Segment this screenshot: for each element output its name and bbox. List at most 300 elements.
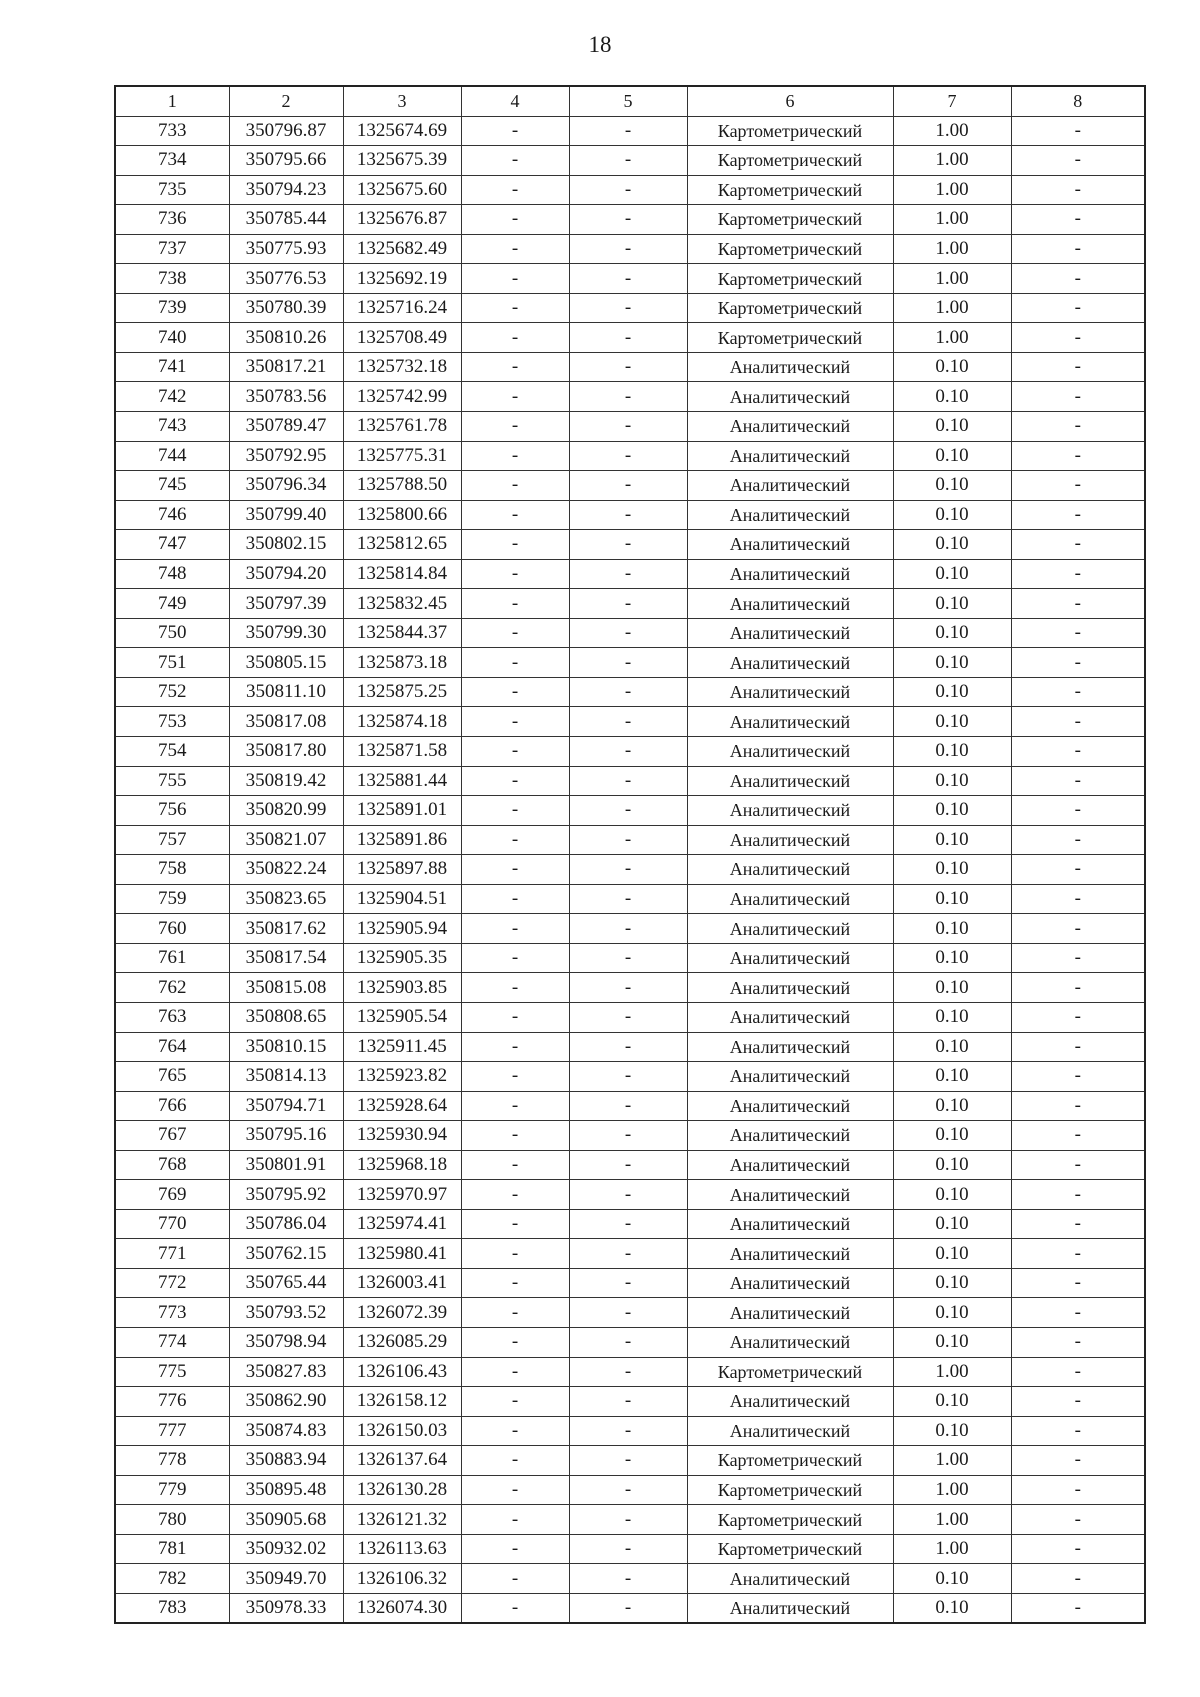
col-4-value-cell: - — [461, 648, 569, 678]
method-cell: Аналитический — [687, 973, 893, 1003]
point-number-cell: 757 — [115, 825, 229, 855]
point-number-cell: 733 — [115, 116, 229, 146]
point-number-cell: 777 — [115, 1416, 229, 1446]
table-row — [115, 1416, 1145, 1446]
y-coordinate-cell: 1325891.01 — [343, 796, 461, 826]
method-cell: Аналитический — [687, 352, 893, 382]
col-4-value-cell: - — [461, 796, 569, 826]
accuracy-cell: 1.00 — [893, 264, 1011, 294]
col-4-value-cell: - — [461, 943, 569, 973]
y-coordinate-cell: 1326137.64 — [343, 1446, 461, 1476]
x-coordinate-cell: 350932.02 — [229, 1534, 343, 1564]
col-8-value-cell: - — [1011, 737, 1145, 767]
col-8-value-cell: - — [1011, 175, 1145, 205]
point-number-cell: 737 — [115, 234, 229, 264]
y-coordinate-cell: 1325970.97 — [343, 1180, 461, 1210]
col-4-value-cell: - — [461, 1357, 569, 1387]
y-coordinate-cell: 1325903.85 — [343, 973, 461, 1003]
method-cell: Аналитический — [687, 589, 893, 619]
table-row — [115, 175, 1145, 205]
method-cell: Аналитический — [687, 707, 893, 737]
x-coordinate-cell: 350808.65 — [229, 1002, 343, 1032]
x-coordinate-cell: 350783.56 — [229, 382, 343, 412]
table-row — [115, 1180, 1145, 1210]
method-cell: Картометрический — [687, 323, 893, 353]
col-5-value-cell: - — [569, 1268, 687, 1298]
table-row — [115, 1209, 1145, 1239]
point-number-cell: 764 — [115, 1032, 229, 1062]
accuracy-cell: 0.10 — [893, 1387, 1011, 1417]
method-cell: Аналитический — [687, 1062, 893, 1092]
accuracy-cell: 1.00 — [893, 1534, 1011, 1564]
col-5-value-cell: - — [569, 530, 687, 560]
y-coordinate-cell: 1325716.24 — [343, 293, 461, 323]
x-coordinate-cell: 350819.42 — [229, 766, 343, 796]
col-4-value-cell: - — [461, 884, 569, 914]
method-cell: Аналитический — [687, 1387, 893, 1417]
col-8-value-cell: - — [1011, 146, 1145, 176]
x-coordinate-cell: 350795.66 — [229, 146, 343, 176]
col-4-value-cell: - — [461, 825, 569, 855]
col-8-value-cell: - — [1011, 1150, 1145, 1180]
table-row — [115, 116, 1145, 146]
y-coordinate-cell: 1325675.60 — [343, 175, 461, 205]
point-number-cell: 762 — [115, 973, 229, 1003]
y-coordinate-cell: 1325928.64 — [343, 1091, 461, 1121]
table-row — [115, 796, 1145, 826]
col-4-value-cell: - — [461, 1534, 569, 1564]
x-coordinate-cell: 350776.53 — [229, 264, 343, 294]
col-5-value-cell: - — [569, 589, 687, 619]
col-8-value-cell: - — [1011, 1298, 1145, 1328]
table-row — [115, 234, 1145, 264]
method-cell: Аналитический — [687, 530, 893, 560]
table-row — [115, 1357, 1145, 1387]
x-coordinate-cell: 350815.08 — [229, 973, 343, 1003]
col-4-value-cell: - — [461, 973, 569, 1003]
col-5-value-cell: - — [569, 382, 687, 412]
point-number-cell: 754 — [115, 737, 229, 767]
col-8-value-cell: - — [1011, 116, 1145, 146]
col-4-value-cell: - — [461, 1062, 569, 1092]
point-number-cell: 751 — [115, 648, 229, 678]
accuracy-cell: 0.10 — [893, 412, 1011, 442]
point-number-cell: 755 — [115, 766, 229, 796]
col-4-value-cell: - — [461, 1446, 569, 1476]
table-row — [115, 293, 1145, 323]
table-row — [115, 618, 1145, 648]
y-coordinate-cell: 1325676.87 — [343, 205, 461, 235]
col-8-value-cell: - — [1011, 1062, 1145, 1092]
y-coordinate-cell: 1325980.41 — [343, 1239, 461, 1269]
y-coordinate-cell: 1325904.51 — [343, 884, 461, 914]
col-4-value-cell: - — [461, 914, 569, 944]
col-4-value-cell: - — [461, 677, 569, 707]
col-8-value-cell: - — [1011, 1387, 1145, 1417]
table-row — [115, 737, 1145, 767]
accuracy-cell: 1.00 — [893, 323, 1011, 353]
col-8-value-cell: - — [1011, 1416, 1145, 1446]
col-8-value-cell: - — [1011, 1209, 1145, 1239]
method-cell: Аналитический — [687, 796, 893, 826]
y-coordinate-cell: 1326085.29 — [343, 1327, 461, 1357]
column-header-8: 8 — [1011, 86, 1145, 116]
x-coordinate-cell: 350786.04 — [229, 1209, 343, 1239]
table-row — [115, 1091, 1145, 1121]
col-5-value-cell: - — [569, 264, 687, 294]
col-5-value-cell: - — [569, 855, 687, 885]
x-coordinate-cell: 350796.87 — [229, 116, 343, 146]
col-8-value-cell: - — [1011, 323, 1145, 353]
y-coordinate-cell: 1325881.44 — [343, 766, 461, 796]
col-8-value-cell: - — [1011, 589, 1145, 619]
point-number-cell: 745 — [115, 471, 229, 501]
col-4-value-cell: - — [461, 559, 569, 589]
col-4-value-cell: - — [461, 323, 569, 353]
col-8-value-cell: - — [1011, 1446, 1145, 1476]
col-4-value-cell: - — [461, 264, 569, 294]
header-row — [115, 86, 1145, 116]
accuracy-cell: 0.10 — [893, 1327, 1011, 1357]
accuracy-cell: 0.10 — [893, 1180, 1011, 1210]
point-number-cell: 740 — [115, 323, 229, 353]
accuracy-cell: 0.10 — [893, 914, 1011, 944]
point-number-cell: 763 — [115, 1002, 229, 1032]
col-4-value-cell: - — [461, 737, 569, 767]
table-row — [115, 1298, 1145, 1328]
point-number-cell: 768 — [115, 1150, 229, 1180]
accuracy-cell: 0.10 — [893, 1239, 1011, 1269]
col-8-value-cell: - — [1011, 884, 1145, 914]
col-5-value-cell: - — [569, 1239, 687, 1269]
col-5-value-cell: - — [569, 1002, 687, 1032]
col-4-value-cell: - — [461, 1564, 569, 1594]
table-row — [115, 205, 1145, 235]
method-cell: Аналитический — [687, 1032, 893, 1062]
table-row — [115, 1593, 1145, 1623]
y-coordinate-cell: 1325775.31 — [343, 441, 461, 471]
accuracy-cell: 0.10 — [893, 1593, 1011, 1623]
col-5-value-cell: - — [569, 618, 687, 648]
point-number-cell: 776 — [115, 1387, 229, 1417]
method-cell: Картометрический — [687, 234, 893, 264]
col-8-value-cell: - — [1011, 855, 1145, 885]
table-row — [115, 352, 1145, 382]
col-5-value-cell: - — [569, 1091, 687, 1121]
table-row — [115, 973, 1145, 1003]
x-coordinate-cell: 350794.23 — [229, 175, 343, 205]
accuracy-cell: 0.10 — [893, 1564, 1011, 1594]
col-5-value-cell: - — [569, 323, 687, 353]
point-number-cell: 760 — [115, 914, 229, 944]
col-5-value-cell: - — [569, 1180, 687, 1210]
x-coordinate-cell: 350794.71 — [229, 1091, 343, 1121]
col-8-value-cell: - — [1011, 234, 1145, 264]
method-cell: Картометрический — [687, 1534, 893, 1564]
method-cell: Аналитический — [687, 382, 893, 412]
col-8-value-cell: - — [1011, 382, 1145, 412]
accuracy-cell: 0.10 — [893, 766, 1011, 796]
x-coordinate-cell: 350811.10 — [229, 677, 343, 707]
table-row — [115, 146, 1145, 176]
accuracy-cell: 0.10 — [893, 943, 1011, 973]
col-8-value-cell: - — [1011, 943, 1145, 973]
col-5-value-cell: - — [569, 293, 687, 323]
table-row — [115, 382, 1145, 412]
table-row — [115, 1150, 1145, 1180]
y-coordinate-cell: 1325891.86 — [343, 825, 461, 855]
method-cell: Аналитический — [687, 1150, 893, 1180]
y-coordinate-cell: 1325788.50 — [343, 471, 461, 501]
accuracy-cell: 0.10 — [893, 796, 1011, 826]
col-5-value-cell: - — [569, 914, 687, 944]
point-number-cell: 748 — [115, 559, 229, 589]
col-4-value-cell: - — [461, 293, 569, 323]
col-5-value-cell: - — [569, 1150, 687, 1180]
point-number-cell: 766 — [115, 1091, 229, 1121]
coordinates-table — [114, 85, 1146, 1624]
accuracy-cell: 0.10 — [893, 1032, 1011, 1062]
x-coordinate-cell: 350810.15 — [229, 1032, 343, 1062]
method-cell: Аналитический — [687, 559, 893, 589]
accuracy-cell: 0.10 — [893, 352, 1011, 382]
method-cell: Аналитический — [687, 1416, 893, 1446]
method-cell: Аналитический — [687, 884, 893, 914]
table-row — [115, 500, 1145, 530]
col-8-value-cell: - — [1011, 677, 1145, 707]
col-4-value-cell: - — [461, 441, 569, 471]
col-4-value-cell: - — [461, 1002, 569, 1032]
col-5-value-cell: - — [569, 707, 687, 737]
y-coordinate-cell: 1325873.18 — [343, 648, 461, 678]
col-5-value-cell: - — [569, 500, 687, 530]
y-coordinate-cell: 1326072.39 — [343, 1298, 461, 1328]
point-number-cell: 761 — [115, 943, 229, 973]
method-cell: Картометрический — [687, 205, 893, 235]
col-4-value-cell: - — [461, 1268, 569, 1298]
y-coordinate-cell: 1325974.41 — [343, 1209, 461, 1239]
method-cell: Картометрический — [687, 1446, 893, 1476]
col-5-value-cell: - — [569, 205, 687, 235]
x-coordinate-cell: 350785.44 — [229, 205, 343, 235]
col-8-value-cell: - — [1011, 1032, 1145, 1062]
accuracy-cell: 0.10 — [893, 973, 1011, 1003]
col-5-value-cell: - — [569, 796, 687, 826]
col-8-value-cell: - — [1011, 1534, 1145, 1564]
y-coordinate-cell: 1325875.25 — [343, 677, 461, 707]
point-number-cell: 736 — [115, 205, 229, 235]
accuracy-cell: 0.10 — [893, 382, 1011, 412]
accuracy-cell: 0.10 — [893, 648, 1011, 678]
accuracy-cell: 0.10 — [893, 1150, 1011, 1180]
col-8-value-cell: - — [1011, 1268, 1145, 1298]
y-coordinate-cell: 1325911.45 — [343, 1032, 461, 1062]
accuracy-cell: 1.00 — [893, 1475, 1011, 1505]
column-header-6: 6 — [687, 86, 893, 116]
col-4-value-cell: - — [461, 352, 569, 382]
col-8-value-cell: - — [1011, 1593, 1145, 1623]
table-row — [115, 1327, 1145, 1357]
col-5-value-cell: - — [569, 1062, 687, 1092]
col-4-value-cell: - — [461, 1416, 569, 1446]
accuracy-cell: 0.10 — [893, 677, 1011, 707]
point-number-cell: 783 — [115, 1593, 229, 1623]
col-5-value-cell: - — [569, 116, 687, 146]
accuracy-cell: 0.10 — [893, 825, 1011, 855]
accuracy-cell: 0.10 — [893, 1416, 1011, 1446]
col-5-value-cell: - — [569, 234, 687, 264]
accuracy-cell: 1.00 — [893, 146, 1011, 176]
x-coordinate-cell: 350883.94 — [229, 1446, 343, 1476]
col-5-value-cell: - — [569, 1446, 687, 1476]
y-coordinate-cell: 1325905.35 — [343, 943, 461, 973]
col-8-value-cell: - — [1011, 293, 1145, 323]
point-number-cell: 739 — [115, 293, 229, 323]
method-cell: Аналитический — [687, 677, 893, 707]
col-4-value-cell: - — [461, 234, 569, 264]
point-number-cell: 749 — [115, 589, 229, 619]
method-cell: Аналитический — [687, 1268, 893, 1298]
method-cell: Картометрический — [687, 175, 893, 205]
col-5-value-cell: - — [569, 648, 687, 678]
col-5-value-cell: - — [569, 1357, 687, 1387]
col-4-value-cell: - — [461, 1239, 569, 1269]
point-number-cell: 769 — [115, 1180, 229, 1210]
point-number-cell: 778 — [115, 1446, 229, 1476]
col-5-value-cell: - — [569, 677, 687, 707]
accuracy-cell: 0.10 — [893, 1062, 1011, 1092]
col-8-value-cell: - — [1011, 205, 1145, 235]
method-cell: Аналитический — [687, 766, 893, 796]
table-row — [115, 707, 1145, 737]
method-cell: Картометрический — [687, 1357, 893, 1387]
point-number-cell: 743 — [115, 412, 229, 442]
method-cell: Аналитический — [687, 441, 893, 471]
col-5-value-cell: - — [569, 1121, 687, 1151]
method-cell: Аналитический — [687, 1091, 893, 1121]
y-coordinate-cell: 1325675.39 — [343, 146, 461, 176]
accuracy-cell: 1.00 — [893, 293, 1011, 323]
method-cell: Аналитический — [687, 1298, 893, 1328]
method-cell: Картометрический — [687, 1505, 893, 1535]
table-row — [115, 1239, 1145, 1269]
table-header — [115, 86, 1145, 116]
table-row — [115, 677, 1145, 707]
y-coordinate-cell: 1325905.54 — [343, 1002, 461, 1032]
col-4-value-cell: - — [461, 618, 569, 648]
col-8-value-cell: - — [1011, 500, 1145, 530]
accuracy-cell: 0.10 — [893, 855, 1011, 885]
col-4-value-cell: - — [461, 382, 569, 412]
col-8-value-cell: - — [1011, 796, 1145, 826]
y-coordinate-cell: 1326106.32 — [343, 1564, 461, 1594]
x-coordinate-cell: 350817.21 — [229, 352, 343, 382]
y-coordinate-cell: 1326074.30 — [343, 1593, 461, 1623]
x-coordinate-cell: 350905.68 — [229, 1505, 343, 1535]
col-4-value-cell: - — [461, 146, 569, 176]
x-coordinate-cell: 350810.26 — [229, 323, 343, 353]
point-number-cell: 742 — [115, 382, 229, 412]
y-coordinate-cell: 1325968.18 — [343, 1150, 461, 1180]
col-5-value-cell: - — [569, 737, 687, 767]
column-header-5: 5 — [569, 86, 687, 116]
method-cell: Картометрический — [687, 264, 893, 294]
accuracy-cell: 0.10 — [893, 1268, 1011, 1298]
y-coordinate-cell: 1325844.37 — [343, 618, 461, 648]
table-row — [115, 1387, 1145, 1417]
table-row — [115, 264, 1145, 294]
col-8-value-cell: - — [1011, 1121, 1145, 1151]
col-5-value-cell: - — [569, 884, 687, 914]
col-4-value-cell: - — [461, 1327, 569, 1357]
point-number-cell: 738 — [115, 264, 229, 294]
point-number-cell: 734 — [115, 146, 229, 176]
table-row — [115, 441, 1145, 471]
col-5-value-cell: - — [569, 1416, 687, 1446]
accuracy-cell: 0.10 — [893, 589, 1011, 619]
x-coordinate-cell: 350798.94 — [229, 1327, 343, 1357]
table-row — [115, 943, 1145, 973]
y-coordinate-cell: 1325814.84 — [343, 559, 461, 589]
x-coordinate-cell: 350814.13 — [229, 1062, 343, 1092]
table-row — [115, 1032, 1145, 1062]
method-cell: Аналитический — [687, 855, 893, 885]
col-5-value-cell: - — [569, 352, 687, 382]
method-cell: Аналитический — [687, 737, 893, 767]
accuracy-cell: 0.10 — [893, 559, 1011, 589]
col-8-value-cell: - — [1011, 1239, 1145, 1269]
col-8-value-cell: - — [1011, 352, 1145, 382]
x-coordinate-cell: 350978.33 — [229, 1593, 343, 1623]
accuracy-cell: 0.10 — [893, 707, 1011, 737]
col-8-value-cell: - — [1011, 1505, 1145, 1535]
col-5-value-cell: - — [569, 943, 687, 973]
col-4-value-cell: - — [461, 175, 569, 205]
method-cell: Аналитический — [687, 943, 893, 973]
accuracy-cell: 0.10 — [893, 884, 1011, 914]
col-5-value-cell: - — [569, 766, 687, 796]
col-8-value-cell: - — [1011, 264, 1145, 294]
point-number-cell: 744 — [115, 441, 229, 471]
col-8-value-cell: - — [1011, 1180, 1145, 1210]
point-number-cell: 735 — [115, 175, 229, 205]
accuracy-cell: 0.10 — [893, 1209, 1011, 1239]
col-4-value-cell: - — [461, 530, 569, 560]
y-coordinate-cell: 1325708.49 — [343, 323, 461, 353]
x-coordinate-cell: 350820.99 — [229, 796, 343, 826]
table-row — [115, 559, 1145, 589]
method-cell: Аналитический — [687, 412, 893, 442]
method-cell: Аналитический — [687, 1180, 893, 1210]
accuracy-cell: 0.10 — [893, 500, 1011, 530]
col-4-value-cell: - — [461, 1593, 569, 1623]
column-header-3: 3 — [343, 86, 461, 116]
col-5-value-cell: - — [569, 1032, 687, 1062]
point-number-cell: 772 — [115, 1268, 229, 1298]
col-4-value-cell: - — [461, 471, 569, 501]
col-5-value-cell: - — [569, 559, 687, 589]
x-coordinate-cell: 350862.90 — [229, 1387, 343, 1417]
col-5-value-cell: - — [569, 1387, 687, 1417]
col-5-value-cell: - — [569, 973, 687, 1003]
y-coordinate-cell: 1326121.32 — [343, 1505, 461, 1535]
method-cell: Аналитический — [687, 914, 893, 944]
table-row — [115, 914, 1145, 944]
col-8-value-cell: - — [1011, 441, 1145, 471]
col-5-value-cell: - — [569, 441, 687, 471]
point-number-cell: 747 — [115, 530, 229, 560]
point-number-cell: 779 — [115, 1475, 229, 1505]
